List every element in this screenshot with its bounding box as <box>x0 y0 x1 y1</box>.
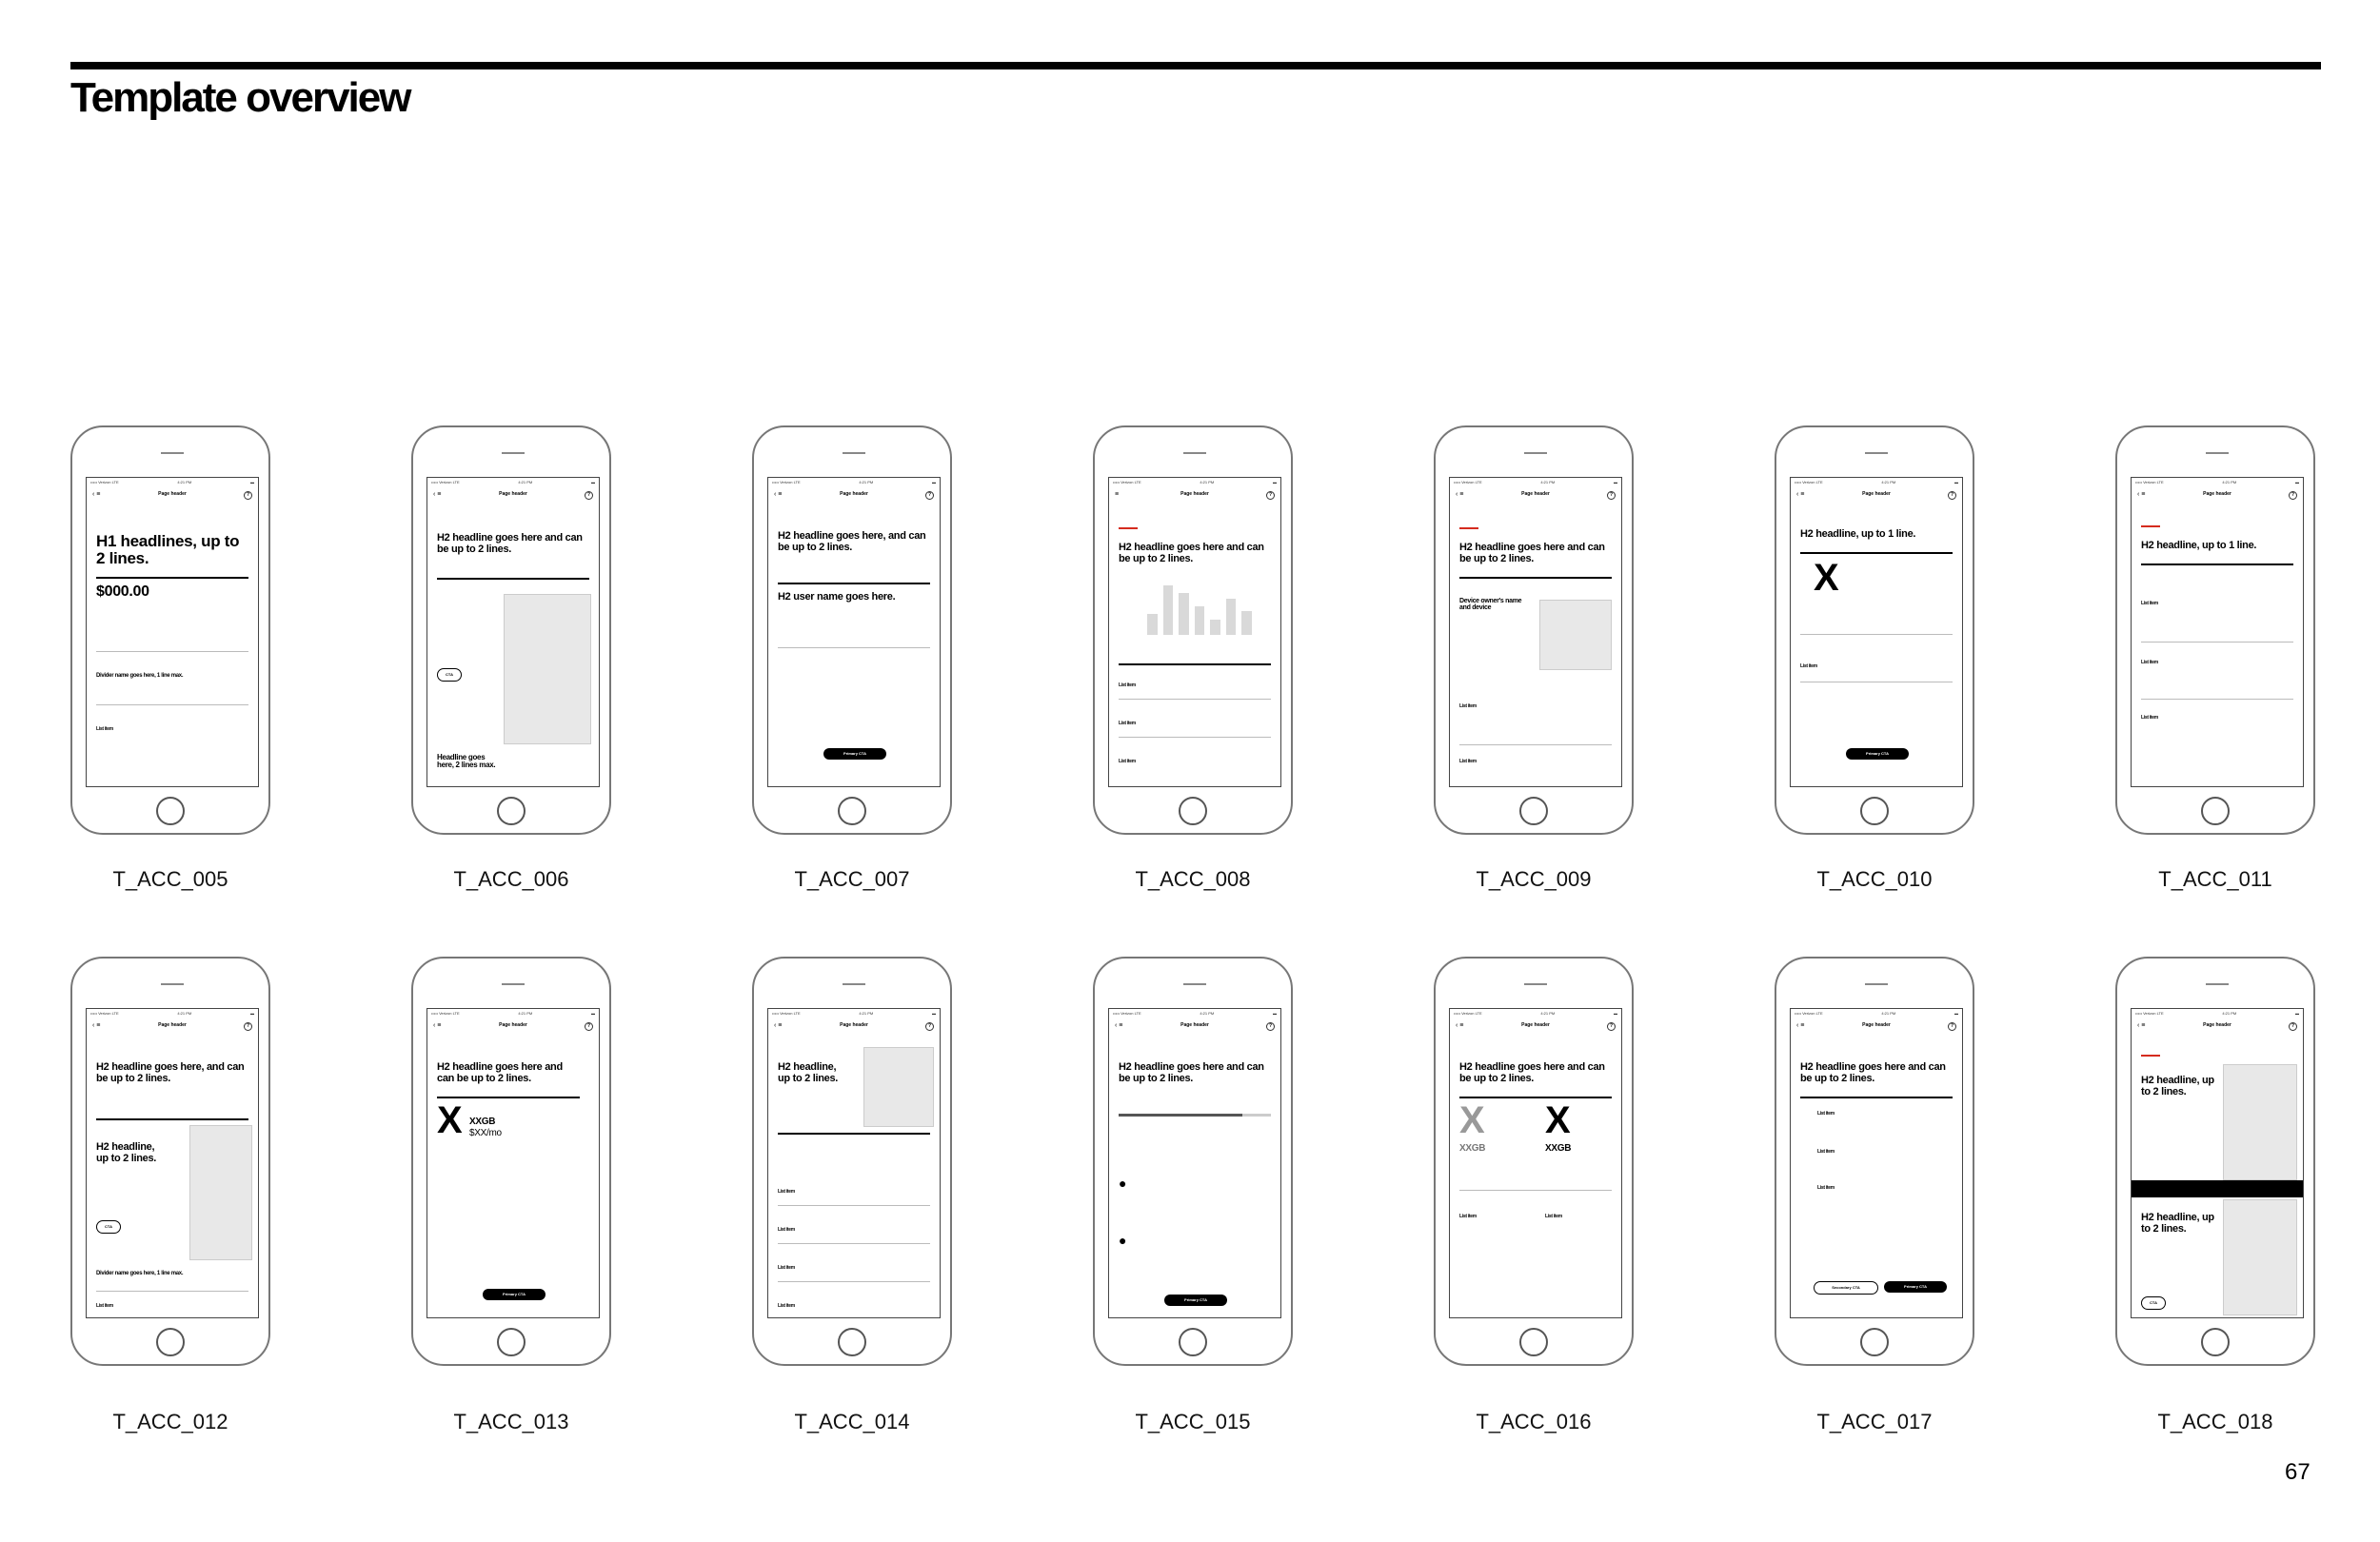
phone-mockup <box>1093 957 1293 1366</box>
primary-cta: Primary CTA <box>1846 748 1909 760</box>
image-placeholder <box>189 1125 252 1260</box>
primary-cta: Primary CTA <box>483 1289 545 1300</box>
phone-mockup <box>2115 425 2315 835</box>
phone-screen: ••••• Verizon LTE 4:21 PM ▬ ‹ ≡ Page header ? H2 headline goes here, and can be up to 2 lines. H2 user name goes here. Primary CTA <box>767 477 941 787</box>
template-label: T_ACC_014 <box>794 1410 910 1433</box>
phone-screen: ••••• Verizon LTE 4:21 PM ▬ ‹ ≡ Page header ? H2 headline, up to 2 lines. H2 headline, up to 2 lines. CTA <box>2131 1008 2304 1318</box>
headline: H2 headline, up to 1 line. <box>2141 540 2257 551</box>
radio-option: ● <box>1119 1233 1127 1248</box>
headline: H2 headline, up to 1 line. <box>1800 528 1916 540</box>
primary-cta: Primary CTA <box>1164 1295 1227 1306</box>
template-label: T_ACC_008 <box>1135 867 1251 891</box>
phone-screen: ••••• Verizon LTE 4:21 PM ▬ ‹ ≡ Page header ? H2 headline goes here and can be up to 2 lines. X X XXGB XXGB List item List item <box>1449 1008 1622 1318</box>
phone-mockup <box>70 957 270 1366</box>
phone-screen: ••••• Verizon LTE 4:21 PM ▬ ‹ ≡ Page header ? H2 headline goes here and can be up to 2 lines. ● ● Primary CTA <box>1108 1008 1281 1318</box>
phone-mockup <box>1434 957 1634 1366</box>
headline: H2 headline goes here and can be up to 2 lines. <box>1459 542 1605 564</box>
status-bar: ••••• Verizon LTE 4:21 PM ▬ <box>90 480 254 484</box>
headline: H2 headline goes here, and can be up to 2 lines. <box>96 1061 245 1084</box>
template-label: T_ACC_006 <box>453 867 569 891</box>
divider-label: Divider name goes here, 1 line max. <box>96 673 184 679</box>
phone-mockup <box>70 425 270 835</box>
list-item: List item <box>96 726 113 732</box>
headline-short: Headline goes here, 2 lines max. <box>437 753 496 770</box>
phone-screen: ••••• Verizon LTE 4:21 PM ▬ ‹ ≡ Page header ? H2 headline goes here and can be up to 2 lines. Device owner's name and device List item List item <box>1449 477 1622 787</box>
phone-screen: ••••• Verizon LTE 4:21 PM ▬ ‹ ≡ Page header ? H2 headline goes here and can be up to 2 lines. CTA Headline goes here, 2 lines max. <box>426 477 600 787</box>
headline: H2 headline, up to 2 lines. <box>778 1061 839 1084</box>
primary-cta: Primary CTA <box>823 748 886 760</box>
big-x: X <box>437 1099 463 1141</box>
template-label: T_ACC_018 <box>2157 1410 2273 1433</box>
user-name-headline: H2 user name goes here. <box>778 591 896 603</box>
phone-mockup <box>752 957 952 1366</box>
image-placeholder <box>863 1047 934 1127</box>
template-label: T_ACC_011 <box>2158 867 2272 891</box>
template-label: T_ACC_009 <box>1476 867 1592 891</box>
phone-mockup <box>2115 957 2315 1366</box>
promo-banner <box>2132 1180 2303 1197</box>
phone-mockup <box>1434 425 1634 835</box>
phone-mockup <box>1775 425 1974 835</box>
template-label: T_ACC_012 <box>112 1410 228 1433</box>
image-placeholder <box>504 594 591 744</box>
headline: H2 headline goes here and can be up to 2 lines. <box>437 1061 563 1084</box>
headline: H2 headline goes here and can be up to 2 lines. <box>1459 1061 1605 1084</box>
phone-mockup <box>1775 957 1974 1366</box>
headline: H2 headline goes here and can be up to 2 lines. <box>1800 1061 1946 1084</box>
template-label: T_ACC_016 <box>1476 1410 1592 1433</box>
phone-mockup <box>1093 425 1293 835</box>
phone-screen: ••••• Verizon LTE 4:21 PM ▬ ‹ ≡ Page header ? H2 headline goes here, and can be up to 2 lines. H2 headline, up to 2 lines. CTA Divider name goes here, 1 line max. List item <box>86 1008 259 1318</box>
template-label: T_ACC_017 <box>1816 1410 1933 1433</box>
phone-mockup <box>411 957 611 1366</box>
radio-option: ● <box>1119 1176 1127 1191</box>
image-placeholder <box>1539 600 1612 670</box>
big-x: X <box>1814 557 1839 599</box>
bar-chart <box>1147 583 1252 635</box>
cta-button: CTA <box>437 668 462 682</box>
phone-screen: ••••• Verizon LTE 4:21 PM ▬ ‹ ≡ Page header ? H2 headline, up to 1 line. X List item Primary CTA <box>1790 477 1963 787</box>
headline: H2 headline goes here and can be up to 2 lines. <box>1119 1061 1264 1084</box>
headline: H2 headline goes here and can be up to 2 lines. <box>1119 542 1264 564</box>
device-owner: Device owner's name and device <box>1459 598 1522 612</box>
phone-screen: ••••• Verizon LTE 4:21 PM ▬ ≡ Page header ? H2 headline goes here and can be up to 2 lines. List item List item List item <box>1108 477 1281 787</box>
page-title: Template overview <box>70 74 410 121</box>
page-number: 67 <box>2285 1459 2311 1485</box>
headline: H2 headline goes here and can be up to 2 lines. <box>437 532 583 555</box>
template-label: T_ACC_005 <box>112 867 228 891</box>
headline: H2 headline, up to 2 lines. <box>2141 1075 2214 1097</box>
speaker <box>161 452 184 454</box>
phone-screen: ••••• Verizon LTE 4:21 PM ▬ ‹ ≡ Page header ? H2 headline, up to 2 lines. List item List item List item List item <box>767 1008 941 1318</box>
list-item: List item <box>1119 682 1136 688</box>
template-label: T_ACC_015 <box>1135 1410 1251 1433</box>
nav-bar: ‹ ≡ Page header ? <box>87 491 258 503</box>
home-button <box>156 797 185 825</box>
phone-screen: ••••• Verizon LTE 4:21 PM ▬ ‹ ≡ Page header ? H2 headline, up to 1 line. List item List item List item <box>2131 477 2304 787</box>
top-rule <box>70 62 2321 69</box>
template-label: T_ACC_010 <box>1816 867 1933 891</box>
price: $000.00 <box>96 583 149 600</box>
headline: H2 headline goes here, and can be up to 2 lines. <box>778 530 926 553</box>
phone-mockup <box>752 425 952 835</box>
phone-screen: ••••• Verizon LTE 4:21 PM ▬ ‹ ≡ Page header ? H2 headline goes here and can be up to 2 lines. X XXGB $XX/mo Primary CTA <box>426 1008 600 1318</box>
phone-screen: ••••• Verizon LTE 4:21 PM ▬ ‹ ≡ Page header ? H2 headline goes here and can be up to 2 lines. List item List item List item Secondary CTA Primary CTA <box>1790 1008 1963 1318</box>
headline: H1 headlines, up to 2 lines. <box>96 532 240 567</box>
phone-mockup <box>411 425 611 835</box>
template-label: T_ACC_013 <box>453 1410 569 1433</box>
image-placeholder <box>2223 1064 2297 1180</box>
phone-screen <box>86 477 259 787</box>
template-label: T_ACC_007 <box>794 867 910 891</box>
